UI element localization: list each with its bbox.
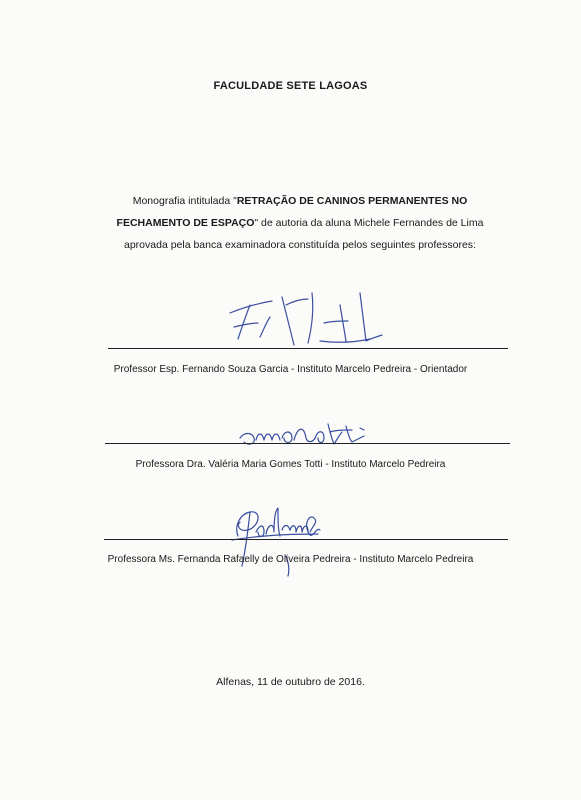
signature-examiner-2 (234, 418, 374, 450)
place-and-date: Alfenas, 11 de outubro de 2016. (216, 676, 365, 688)
signature-line-2 (105, 443, 510, 444)
signature-line-1 (108, 348, 508, 349)
examiner-2-caption: Professora Dra. Valéria Maria Gomes Totti - Instituto Marcelo Pedreira (135, 459, 446, 470)
signature-examiner-1 (220, 283, 390, 355)
approval-statement (100, 190, 500, 256)
statement-part-1: Monografia intitulada " (132, 195, 237, 207)
institution-title: FACULDADE SETE LAGOAS (213, 80, 368, 92)
monograph-title: RETRAÇÃO DE CANINOS PERMANENTES NO FECHAMENTO DE ESPAÇO (116, 195, 468, 229)
signature-line-3 (104, 539, 508, 540)
examiner-1-caption: Professor Esp. Fernando Souza Garcia - Instituto Marcelo Pedreira - Orientador (113, 364, 468, 375)
statement-part-2: " de autoria da aluna Michele Fernandes de Lima aprovada pela banca examinadora constituída pelos seguintes professores: (124, 217, 484, 251)
examiner-3-caption: Professora Ms. Fernanda Rafaelly de Oliveira Pedreira - Instituto Marcelo Pedreira (107, 554, 474, 565)
